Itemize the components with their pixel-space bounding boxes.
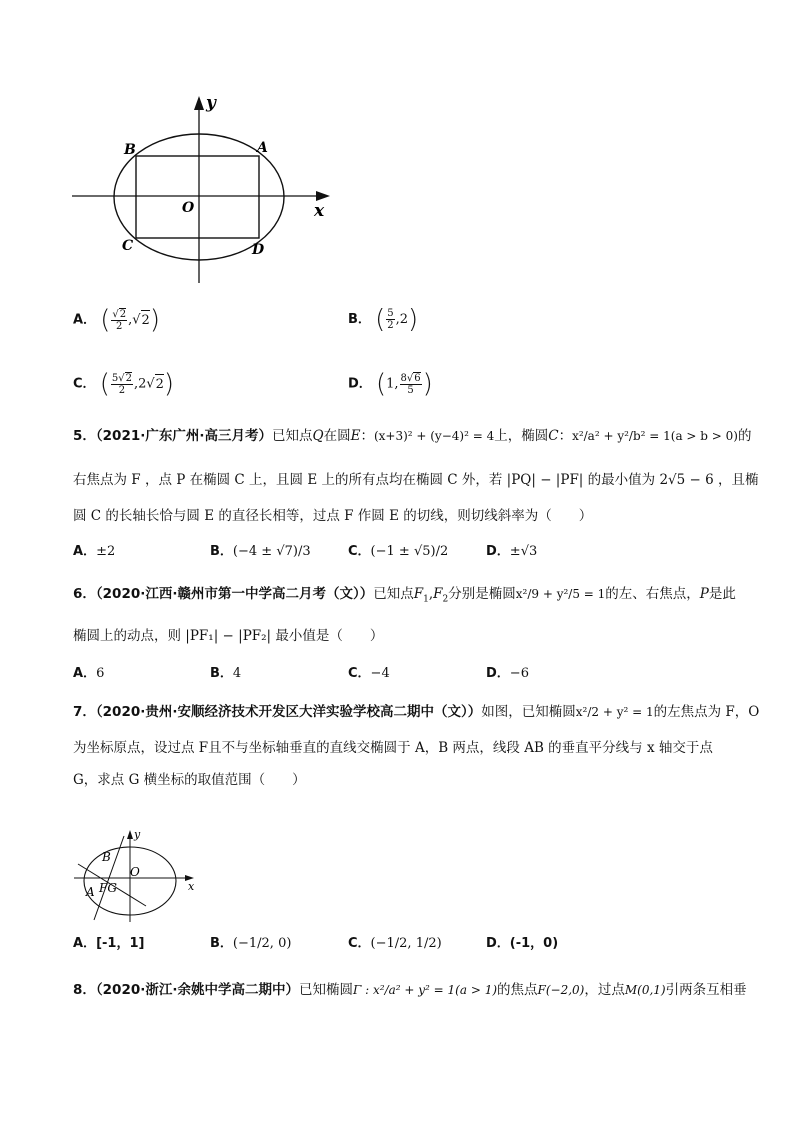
- figure2-point-a-label: A: [86, 885, 95, 899]
- q7-option-b-text: (−1/2, 0): [232, 936, 292, 951]
- q6-line-2: 椭圆上的动点，则 |PF₁| − |PF₂| 最小值是（ ）: [73, 628, 384, 644]
- q6-text-1a: 已知点: [373, 586, 414, 602]
- q8-line-1: [73, 980, 747, 1000]
- q5-option-c-letter: C．: [348, 544, 371, 559]
- q6-text-1d: 是此: [708, 586, 736, 602]
- q7-text-1b: 的左焦点为 F，O: [653, 704, 760, 720]
- q4-option-b-letter: B．: [348, 312, 371, 327]
- q7-option-c-letter: C．: [348, 936, 371, 951]
- q7-option-c[interactable]: [348, 934, 442, 954]
- figure-ellipse-rectangle: [60, 88, 350, 288]
- q5-option-c-text: (−1 ± √5)/2: [370, 544, 449, 559]
- q5-source: （2021·广东广州·高三月考）: [95, 428, 272, 444]
- q5-option-d[interactable]: [486, 542, 537, 562]
- q5-line-3: 圆 C 的长轴长恰与圆 E 的直径长相等，过点 F 作圆 E 的切线，则切线斜率为（ ）: [73, 508, 593, 524]
- q7-option-b[interactable]: [210, 934, 291, 954]
- q5-option-a-text: ±2: [96, 544, 116, 559]
- q5-option-b[interactable]: [210, 542, 311, 562]
- figure1-point-b-label: B: [124, 142, 136, 158]
- q8-ellipse-equation: Γ : x²/a² + y² = 1(a > 1): [353, 983, 498, 997]
- q7-option-d-letter: D．: [486, 936, 510, 951]
- q7-option-a[interactable]: [73, 934, 144, 954]
- figure1-point-c-label: C: [122, 238, 134, 254]
- q7-option-d[interactable]: [486, 934, 558, 954]
- q4-option-a-letter: A．: [73, 312, 97, 328]
- q5-text-1b: 在圆: [323, 428, 351, 444]
- q5-option-a[interactable]: [73, 542, 115, 562]
- figure1-y-label: y: [206, 93, 216, 113]
- q7-ellipse-equation: x²/2 + y² = 1: [575, 705, 654, 719]
- q6-line-1: 6．（2020·江西·赣州市第一中学高二月考（文））已知点$F_1,F_2$分别是椭圆x²/9 + y²/5 = 1的左、右焦点，P是此: [73, 586, 736, 605]
- figure1-origin-label: O: [182, 200, 195, 216]
- q5-line-1: 5．（2021·广东广州·高三月考）已知点Q在圆E：(x+3)² + (y−4)² = 4上，椭圆C：x²/a² + y²/b² = 1(a > b > 0)的: [73, 428, 752, 444]
- q6-option-c-letter: C．: [348, 666, 371, 681]
- q6-option-b[interactable]: [210, 664, 241, 684]
- q5-number: 5．: [73, 428, 96, 444]
- q5-line-2: 右焦点为 F ，点 P 在椭圆 C 上，且圆 E 上的所有点均在椭圆 C 外，若 |PQ| − |PF| 的最小值为 2√5 − 6 ，且椭: [73, 472, 759, 488]
- q6-option-a-letter: A．: [73, 666, 97, 681]
- q8-text-1b: 的焦点: [497, 982, 538, 998]
- q5-option-d-text: ±√3: [509, 544, 538, 559]
- q5-option-c[interactable]: [348, 542, 448, 562]
- q6-option-c[interactable]: [348, 664, 390, 684]
- q6-option-b-text: 4: [232, 666, 242, 681]
- q6-number: 6．: [73, 586, 96, 602]
- figure2-fg-label: FG: [99, 881, 117, 895]
- q7-line-1: [73, 702, 759, 722]
- q4-option-d-letter: D．: [348, 376, 372, 392]
- q7-number: 7．: [73, 704, 96, 720]
- q8-text-1c: ，过点: [584, 982, 625, 998]
- q6-ellipse-equation: x²/9 + y²/5 = 1: [515, 587, 606, 601]
- q5-text-1a: 已知点: [272, 428, 313, 444]
- q5-text-1c: 上，椭圆: [494, 428, 549, 444]
- q6-option-a-text: 6: [96, 666, 105, 681]
- q6-option-a[interactable]: [73, 664, 104, 684]
- q5-option-d-letter: D．: [486, 544, 510, 559]
- q5-ellipse-equation: x²/a² + y²/b² = 1(a > b > 0): [572, 429, 738, 443]
- q5-option-a-letter: A．: [73, 544, 97, 559]
- q7-line-2: 为坐标原点，设过点 F且不与坐标轴垂直的直线交椭圆于 A，B 两点，线段 AB 的垂直平分线与 x 轴交于点: [73, 740, 713, 756]
- q6-option-d[interactable]: [486, 664, 529, 684]
- q6-text-1b: 分别是椭圆: [448, 586, 516, 602]
- q5-option-b-text: (−4 ± √7)/3: [232, 544, 311, 559]
- figure1-point-d-label: D: [252, 242, 265, 258]
- q4-option-d[interactable]: D． (1, $\frac{8√6}{5}$ ): [348, 369, 433, 399]
- q6-option-b-letter: B．: [210, 666, 233, 681]
- q6-option-d-text: −6: [509, 666, 529, 681]
- q6-option-c-text: −4: [370, 666, 390, 681]
- q8-point-m: M(0,1): [624, 983, 666, 997]
- q6-source: （2020·江西·赣州市第一中学高二月考（文））: [95, 586, 374, 602]
- q8-focus: F(−2,0): [537, 983, 585, 997]
- q8-number: 8．: [73, 982, 96, 998]
- figure-ellipse-chord: [66, 826, 206, 924]
- q8-text-1a: 已知椭圆: [299, 982, 353, 998]
- q4-option-a[interactable]: A． ( $\frac{√2}{2}$ ,√2): [73, 305, 160, 335]
- q8-text-1d: 引两条互相垂: [665, 982, 747, 998]
- q7-option-a-letter: A．: [73, 936, 97, 951]
- figure1-point-a-label: A: [257, 140, 268, 156]
- q5-text-1d: 的: [737, 428, 752, 444]
- q6-option-d-letter: D．: [486, 666, 510, 681]
- q7-option-a-text: [-1，1]: [96, 936, 145, 951]
- q4-option-c-letter: C．: [73, 376, 96, 392]
- q7-source: （2020·贵州·安顺经济技术开发区大洋实验学校高二期中（文））: [95, 704, 482, 720]
- figure2-x-label: x: [188, 880, 195, 893]
- figure1-x-label: x: [314, 201, 325, 221]
- q8-source: （2020·浙江·余姚中学高二期中）: [95, 982, 299, 998]
- figure2-origin-label: O: [130, 865, 140, 879]
- q4-option-b[interactable]: B． ( $\frac{5}{2}$ ,2): [348, 304, 419, 335]
- q7-option-d-text: (-1，0): [509, 936, 559, 951]
- q6-text-1c: 的左、右焦点，: [605, 586, 700, 602]
- figure2-point-b-label: B: [102, 850, 111, 864]
- q4-option-c[interactable]: C． ( $\frac{5√2}{2}$ ,2√2): [73, 369, 175, 399]
- figure2-y-label: y: [134, 828, 141, 841]
- q7-text-1a: 如图，已知椭圆: [481, 704, 576, 720]
- q5-circle-equation: (x+3)² + (y−4)² = 4: [373, 429, 495, 443]
- q7-line-3: G，求点 G 横坐标的取值范围（ ）: [73, 772, 306, 788]
- q5-option-b-letter: B．: [210, 544, 233, 559]
- q7-option-c-text: (−1/2, 1/2): [370, 936, 442, 951]
- q7-option-b-letter: B．: [210, 936, 233, 951]
